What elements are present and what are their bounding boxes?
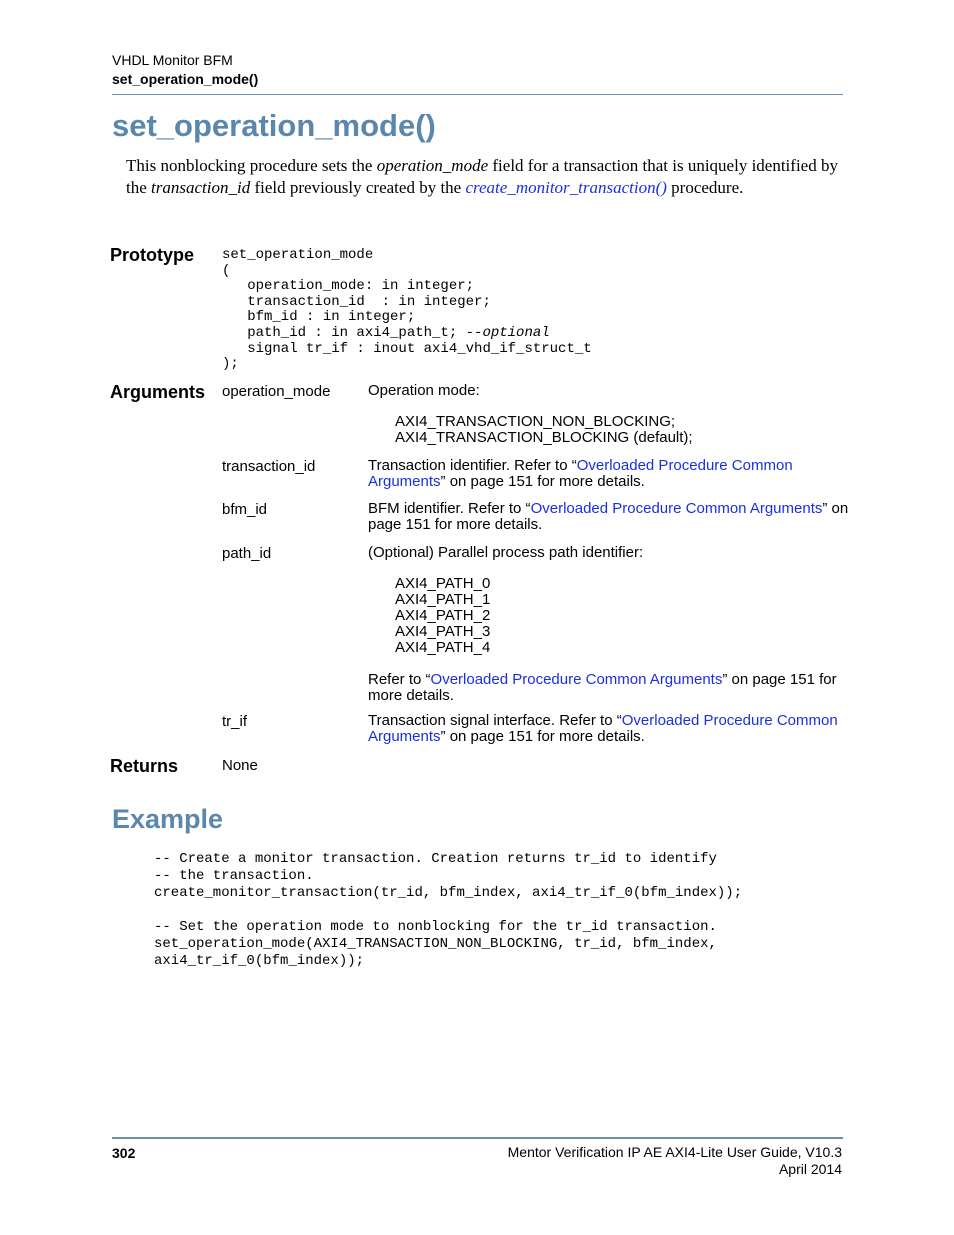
- arguments-label: Arguments: [110, 382, 206, 402]
- arg-desc-path-id-refer: [368, 672, 858, 704]
- arg-desc-path-id: [368, 545, 858, 704]
- arg-desc-tr-if-post: ” on page 151 for more details.: [440, 728, 645, 745]
- running-header-subsection: set_operation_mode(): [112, 71, 259, 87]
- footer-date: April 2014: [778, 1161, 842, 1177]
- intro-text-2: field for a transaction that is uniquely identified by the: [126, 156, 838, 197]
- footer-rule: [112, 1137, 843, 1139]
- example-heading: Example: [112, 804, 224, 834]
- arg-desc-path-id-refer-post: ” on page 151 for more details.: [368, 671, 837, 704]
- running-header-section: VHDL Monitor BFM: [112, 52, 233, 68]
- arg-desc-tr-if: [368, 713, 858, 745]
- arg-desc-transaction-id: [368, 458, 858, 490]
- prototype-code: [222, 248, 592, 373]
- create-monitor-transaction-link[interactable]: [465, 178, 666, 197]
- intro-field-operation-mode: operation_mode: [376, 156, 489, 175]
- prototype-code-optional: optional: [482, 324, 550, 341]
- arg-desc-path-id-text: (Optional) Parallel process path identifier:: [368, 544, 644, 561]
- prototype-code-tail: signal tr_if : inout axi4_vhd_if_struct_t );: [222, 340, 592, 373]
- arg-desc-operation-mode-text: Operation mode:: [368, 382, 480, 399]
- prototype-label: Prototype: [110, 245, 195, 265]
- arg-value-path-2: AXI4_PATH_2: [395, 607, 491, 624]
- intro-paragraph: [126, 155, 846, 199]
- arg-desc-tr-if-pre: Transaction signal interface. Refer to “: [368, 712, 622, 729]
- bfm-id-common-args-link[interactable]: Overloaded Procedure Common Arguments: [530, 500, 823, 517]
- arg-desc-bfm-id-pre: BFM identifier. Refer to “: [368, 500, 531, 517]
- header-rule: [112, 94, 843, 95]
- intro-field-transaction-id: transaction_id: [151, 178, 251, 197]
- arg-desc-transaction-id-pre: Transaction identifier. Refer to “: [368, 457, 577, 474]
- page-title: set_operation_mode(): [112, 108, 436, 143]
- returns-label: Returns: [110, 756, 179, 776]
- arg-name-bfm-id: bfm_id: [222, 501, 268, 518]
- arg-value-non-blocking: AXI4_TRANSACTION_NON_BLOCKING;: [395, 413, 676, 430]
- arg-value-path-4: AXI4_PATH_4: [395, 639, 491, 656]
- footer-doc-info: [508, 1144, 842, 1178]
- arg-value-path-0: AXI4_PATH_0: [395, 575, 491, 592]
- intro-text-1: This nonblocking procedure sets the: [126, 156, 377, 175]
- example-code: -- Create a monitor transaction. Creation returns tr_id to identify -- the transaction. create_monitor_transaction(tr_id, bfm_index, axi4_tr_if_0(bfm_index)); -- Set the operation mode to nonblocking for the tr_id transaction. set_operation_mode(AXI4_TRANSACTION_NON_BLOCKING, tr_id, bfm_index, axi4_tr_if_0(bfm_index));: [154, 851, 743, 969]
- arg-name-tr-if: tr_if: [222, 713, 248, 730]
- prototype-code-body: set_operation_mode ( operation_mode: in integer; transaction_id : in integer; bfm_id : in integer; path_id : in axi4_path_t; --: [222, 247, 491, 341]
- arg-desc-bfm-id: [368, 501, 858, 533]
- create-monitor-transaction-link-text: create_monitor_transaction(): [465, 178, 667, 197]
- page-number: 302: [112, 1145, 136, 1161]
- intro-text-3: field previously created by the: [250, 178, 466, 197]
- arg-desc-operation-mode: [368, 383, 858, 446]
- arg-desc-transaction-id-post: ” on page 151 for more details.: [440, 473, 645, 490]
- arg-desc-path-id-refer-pre: Refer to “: [368, 671, 431, 688]
- arg-name-operation-mode: operation_mode: [222, 383, 331, 400]
- returns-value: None: [222, 757, 258, 774]
- arg-name-path-id: path_id: [222, 545, 272, 562]
- footer-doc-title: Mentor Verification IP AE AXI4-Lite User Guide, V10.3: [507, 1144, 842, 1160]
- arg-value-path-1: AXI4_PATH_1: [395, 591, 491, 608]
- arg-value-path-3: AXI4_PATH_3: [395, 623, 491, 640]
- transaction-id-common-args-link[interactable]: Overloaded Procedure Common Arguments: [368, 457, 793, 490]
- arg-name-transaction-id: transaction_id: [222, 458, 316, 475]
- arg-value-blocking: AXI4_TRANSACTION_BLOCKING (default);: [395, 429, 693, 446]
- tr-if-common-args-link[interactable]: Overloaded Procedure Common Arguments: [368, 712, 838, 745]
- intro-text-4: procedure.: [666, 178, 744, 197]
- path-id-common-args-link[interactable]: Overloaded Procedure Common Arguments: [430, 671, 723, 688]
- arg-desc-bfm-id-post: ” on page 151 for more details.: [368, 500, 849, 533]
